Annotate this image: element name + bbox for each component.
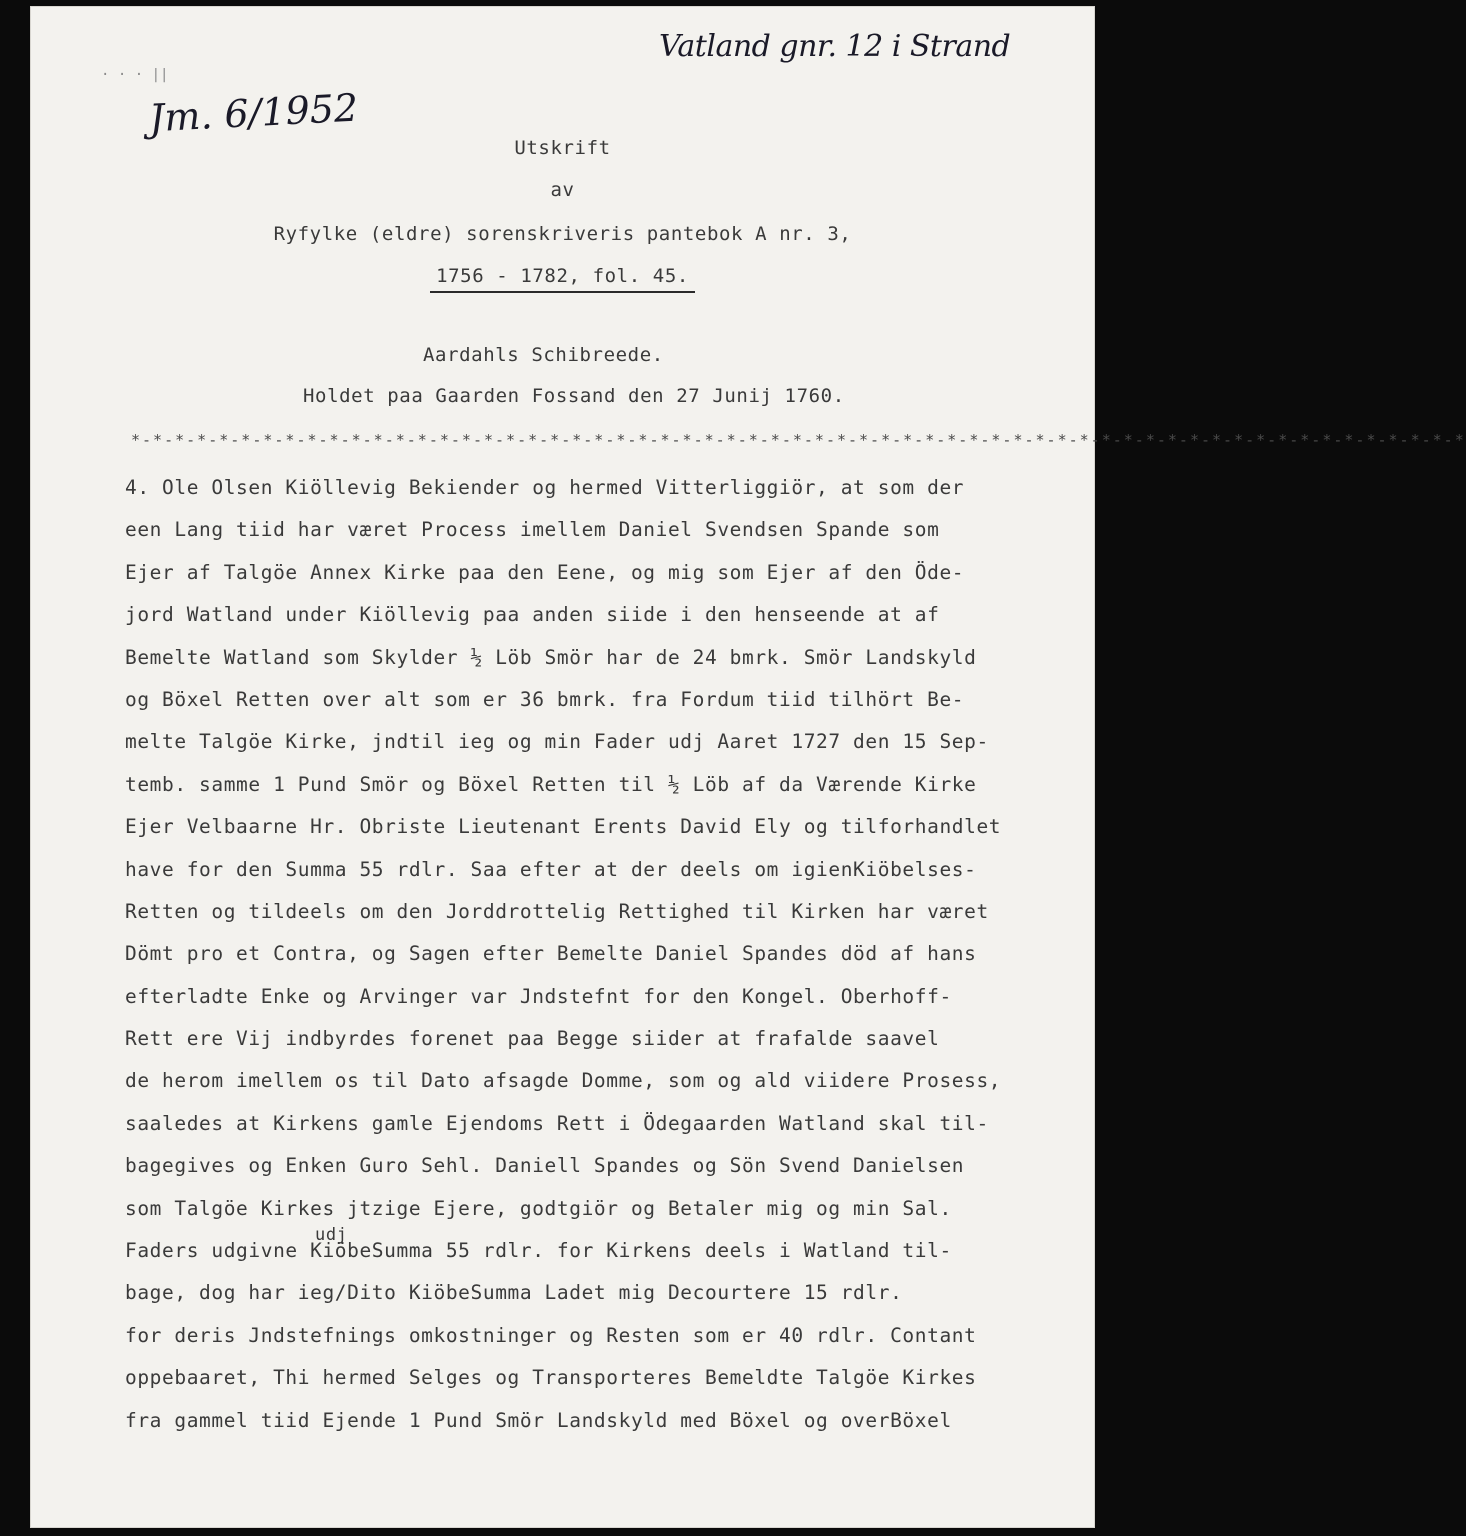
body-line: som Talgöe Kirkes jtzige Ejere, godtgiör og Betaler mig og min Sal. — [125, 1196, 952, 1220]
body-line: Bemelte Watland som Skylder ½ Löb Smör har de 24 bmrk. Smör Landskyld — [125, 645, 977, 669]
body-line: for deris Jndstefnings omkostninger og Resten som er 40 rdlr. Contant — [125, 1323, 977, 1347]
body-line: 4. Ole Olsen Kiöllevig Bekiender og hermed Vitterliggiör, at som der — [125, 476, 965, 499]
body-line: Rett ere Vij indbyrdes forenet paa Begge siider at frafalde saavel — [125, 1027, 940, 1051]
interlinear-insertion: udj — [315, 1225, 348, 1245]
body-line: bage, dog har ieg/Dito KiöbeSumma Ladet mig Decourtere 15 rdlr. — [125, 1281, 903, 1305]
handwritten-property-label: Vatland gnr. 12 i Strand — [659, 29, 1011, 64]
pencil-mark: · · · || — [101, 67, 169, 83]
body-text — [125, 467, 1065, 1442]
subheader-line-1: Aardahls Schibreede. — [423, 344, 664, 366]
body-line: Dömt pro et Contra, og Sagen efter Bemelte Daniel Spandes död af hans — [125, 942, 977, 966]
body-line: een Lang tiid har været Process imellem Daniel Svendsen Spande som — [125, 518, 940, 542]
document-page — [30, 6, 1466, 1528]
separator-line: *-*-*-*-*-*-*-*-*-*-*-*-*-*-*-*-*-*-*-*-*-*-*-*-*-*-*-*-*-*-*-*-*-*-*-*-*-*-*-*-*-*-*-*-*-*-*-*-*-*-*-*-*-*-*-*-*-*-*-*-* — [131, 431, 1466, 449]
body-line: efterladte Enke og Arvinger var Jndstefnt for den Kongel. Oberhoff- — [125, 984, 952, 1008]
title-line-3: Ryfylke (eldre) sorenskriveris pantebok A nr. 3, — [273, 223, 852, 245]
title-line-4 — [31, 265, 1094, 287]
body-line: Faders udgivne KiöbeSumma 55 rdlr. for Kirkens deels i Watland til- — [125, 1239, 952, 1263]
body-line: Ejer af Talgöe Annex Kirke paa den Eene, og mig som Ejer af den Öde- — [125, 560, 965, 584]
body-line: de herom imellem os til Dato afsagde Domme, som og ald viidere Prosess, — [125, 1069, 1002, 1093]
subheader-line-2: Holdet paa Gaarden Fossand den 27 Junij 1760. — [303, 385, 845, 407]
title-line-2: av — [550, 179, 575, 201]
body-line: Retten og tildeels om den Jorddrottelig Rettighed til Kirken har været — [125, 899, 989, 923]
body-line: saaledes at Kirkens gamle Ejendoms Rett i Ödegaarden Watland skal til- — [125, 1111, 989, 1135]
title-line-1: Utskrift — [514, 137, 611, 159]
body-line: og Böxel Retten over alt som er 36 bmrk. fra Fordum tiid tilhört Be- — [125, 687, 965, 711]
body-line: melte Talgöe Kirke, jndtil ieg og min Fader udj Aaret 1727 den 15 Sep- — [125, 730, 989, 754]
title-line-4-underlined: 1756 - 1782, fol. 45. — [430, 265, 695, 293]
body-line: have for den Summa 55 rdlr. Saa efter at der deels om igienKiöbelses- — [125, 857, 977, 881]
body-line: temb. samme 1 Pund Smör og Böxel Retten til ½ Löb af da Værende Kirke — [125, 772, 977, 796]
body-line: oppebaaret, Thi hermed Selges og Transporteres Bemeldte Talgöe Kirkes — [125, 1366, 977, 1390]
body-line: fra gammel tiid Ejende 1 Pund Smör Landskyld med Böxel og overBöxel — [125, 1408, 952, 1432]
body-line: Ejer Velbaarne Hr. Obriste Lieutenant Erents David Ely og tilforhandlet — [125, 815, 1002, 839]
handwritten-journal-number: Jm. 6/1952 — [147, 85, 360, 141]
body-line: jord Watland under Kiöllevig paa anden siide i den henseende at af — [125, 603, 940, 627]
body-line: bagegives og Enken Guro Sehl. Daniell Spandes og Sön Svend Danielsen — [125, 1154, 965, 1178]
